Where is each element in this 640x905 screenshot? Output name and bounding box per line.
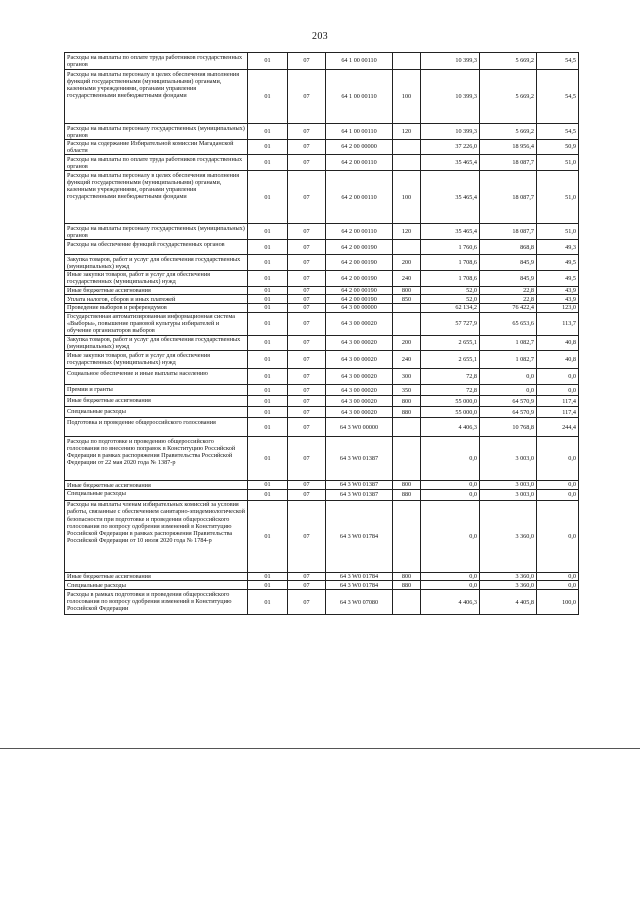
cell-target-code: 64 2 00 00190 [326, 240, 393, 255]
table-row [65, 351, 579, 369]
cell-expense-type: 300 [393, 369, 421, 385]
cell-expense-type: 800 [393, 481, 421, 490]
cell-percent: 123,0 [537, 303, 579, 312]
cell-executed: 4 405,8 [480, 590, 537, 615]
cell-target-code: 64 3 00 00020 [326, 312, 393, 335]
cell-executed: 1 082,7 [480, 351, 537, 369]
cell-section: 01 [248, 418, 288, 437]
cell-planned: 52,0 [421, 286, 480, 295]
cell-target-code: 64 3 W0 01387 [326, 489, 393, 500]
cell-planned: 10 399,3 [421, 53, 480, 70]
cell-name: Закупка товаров, работ и услуг для обеспечения государственных (муниципальных) нужд [65, 255, 248, 271]
table-row [65, 369, 579, 385]
cell-expense-type: 200 [393, 255, 421, 271]
cell-expense-type: 240 [393, 351, 421, 369]
cell-subsection: 07 [288, 155, 326, 171]
cell-subsection: 07 [288, 270, 326, 286]
cell-executed: 5 669,2 [480, 124, 537, 140]
cell-subsection: 07 [288, 351, 326, 369]
cell-planned: 1 760,6 [421, 240, 480, 255]
cell-expense-type [393, 53, 421, 70]
cell-executed: 3 360,0 [480, 581, 537, 590]
cell-planned: 0,0 [421, 489, 480, 500]
table-row [65, 437, 579, 481]
cell-target-code: 64 3 00 00000 [326, 303, 393, 312]
cell-subsection: 07 [288, 385, 326, 396]
cell-target-code: 64 3 00 00020 [326, 369, 393, 385]
table-row [65, 418, 579, 437]
table-row [65, 303, 579, 312]
cell-name: Расходы на выплаты персоналу в целях обеспечения выполнения функций государственными (муниципальными) органами, казенными учреждениями, органами управления государственными внебюджетными фондами [65, 171, 248, 224]
cell-percent: 49,5 [537, 255, 579, 271]
cell-target-code: 64 3 W0 01784 [326, 572, 393, 581]
cell-executed: 18 087,7 [480, 171, 537, 224]
cell-target-code: 64 3 W0 07080 [326, 590, 393, 615]
table-row [65, 396, 579, 407]
cell-section: 01 [248, 489, 288, 500]
cell-expense-type [393, 437, 421, 481]
cell-section: 01 [248, 53, 288, 70]
cell-percent: 50,9 [537, 139, 579, 155]
cell-planned: 55 000,0 [421, 396, 480, 407]
cell-section: 01 [248, 407, 288, 418]
cell-executed: 868,8 [480, 240, 537, 255]
cell-section: 01 [248, 335, 288, 351]
cell-target-code: 64 3 W0 01784 [326, 581, 393, 590]
cell-executed: 76 422,4 [480, 303, 537, 312]
cell-expense-type: 880 [393, 581, 421, 590]
table-row [65, 295, 579, 304]
cell-subsection: 07 [288, 70, 326, 124]
cell-subsection: 07 [288, 53, 326, 70]
cell-name: Государственная автоматизированная информационная система «Выборы», повышение правовой культуры избирателей и обучение организаторов выборов [65, 312, 248, 335]
cell-section: 01 [248, 70, 288, 124]
cell-target-code: 64 1 00 00110 [326, 124, 393, 140]
cell-expense-type: 850 [393, 295, 421, 304]
cell-executed: 0,0 [480, 369, 537, 385]
cell-section: 01 [248, 590, 288, 615]
table-row [65, 312, 579, 335]
cell-name: Специальные расходы [65, 581, 248, 590]
cell-percent: 0,0 [537, 369, 579, 385]
cell-name: Иные бюджетные ассигнования [65, 481, 248, 490]
cell-percent: 54,5 [537, 124, 579, 140]
cell-planned: 35 465,4 [421, 155, 480, 171]
cell-target-code: 64 2 00 00110 [326, 224, 393, 240]
cell-section: 01 [248, 139, 288, 155]
cell-executed: 5 669,2 [480, 70, 537, 124]
cell-section: 01 [248, 385, 288, 396]
cell-target-code: 64 3 W0 01784 [326, 500, 393, 572]
cell-planned: 4 406,3 [421, 418, 480, 437]
cell-subsection: 07 [288, 312, 326, 335]
page-number: 203 [312, 31, 328, 42]
cell-percent: 0,0 [537, 489, 579, 500]
cell-expense-type: 240 [393, 270, 421, 286]
cell-section: 01 [248, 270, 288, 286]
cell-subsection: 07 [288, 224, 326, 240]
cell-name: Подготовка и проведение общероссийского голосования [65, 418, 248, 437]
cell-planned: 52,0 [421, 295, 480, 304]
cell-section: 01 [248, 437, 288, 481]
cell-section: 01 [248, 224, 288, 240]
table-row [65, 590, 579, 615]
cell-name: Расходы в рамках подготовки и проведения общероссийского голосования по вопросу одобрения изменений в Конституцию Российской Федерации [65, 590, 248, 615]
cell-section: 01 [248, 155, 288, 171]
cell-section: 01 [248, 240, 288, 255]
cell-target-code: 64 2 00 00190 [326, 286, 393, 295]
table-row [65, 224, 579, 240]
cell-subsection: 07 [288, 295, 326, 304]
cell-target-code: 64 2 00 00000 [326, 139, 393, 155]
cell-name: Расходы на выплаты персоналу государственных (муниципальных) органов [65, 124, 248, 140]
table-row [65, 155, 579, 171]
table-row [65, 270, 579, 286]
cell-executed: 3 360,0 [480, 500, 537, 572]
cell-percent: 43,9 [537, 286, 579, 295]
cell-target-code: 64 1 00 00110 [326, 53, 393, 70]
cell-planned: 10 399,3 [421, 70, 480, 124]
cell-expense-type: 880 [393, 489, 421, 500]
cell-subsection: 07 [288, 240, 326, 255]
cell-section: 01 [248, 295, 288, 304]
cell-expense-type [393, 312, 421, 335]
cell-percent: 40,8 [537, 335, 579, 351]
cell-percent: 43,9 [537, 295, 579, 304]
cell-planned: 2 655,1 [421, 351, 480, 369]
cell-subsection: 07 [288, 572, 326, 581]
cell-percent: 244,4 [537, 418, 579, 437]
cell-executed: 3 003,0 [480, 489, 537, 500]
cell-subsection: 07 [288, 335, 326, 351]
cell-target-code: 64 1 00 00110 [326, 70, 393, 124]
cell-expense-type [393, 155, 421, 171]
cell-name: Иные бюджетные ассигнования [65, 396, 248, 407]
cell-subsection: 07 [288, 369, 326, 385]
cell-expense-type: 200 [393, 335, 421, 351]
cell-target-code: 64 3 W0 00000 [326, 418, 393, 437]
cell-percent: 117,4 [537, 407, 579, 418]
cell-percent: 51,0 [537, 155, 579, 171]
cell-expense-type: 100 [393, 171, 421, 224]
cell-target-code: 64 2 00 00110 [326, 155, 393, 171]
cell-subsection: 07 [288, 489, 326, 500]
cell-expense-type [393, 240, 421, 255]
cell-target-code: 64 2 00 00190 [326, 255, 393, 271]
cell-expense-type [393, 303, 421, 312]
cell-target-code: 64 3 00 00020 [326, 407, 393, 418]
cell-target-code: 64 3 00 00020 [326, 335, 393, 351]
table-row [65, 335, 579, 351]
cell-subsection: 07 [288, 396, 326, 407]
cell-name: Расходы на обеспечение функций государственных органов [65, 240, 248, 255]
cell-name: Проведение выборов и референдумов [65, 303, 248, 312]
cell-expense-type: 800 [393, 286, 421, 295]
table-row [65, 139, 579, 155]
cell-executed: 64 570,9 [480, 407, 537, 418]
cell-section: 01 [248, 286, 288, 295]
cell-expense-type: 800 [393, 396, 421, 407]
cell-percent: 0,0 [537, 500, 579, 572]
cell-name: Расходы на выплаты по оплате труда работников государственных органов [65, 53, 248, 70]
cell-executed: 0,0 [480, 385, 537, 396]
cell-name: Закупка товаров, работ и услуг для обеспечения государственных (муниципальных) нужд [65, 335, 248, 351]
table-row [65, 124, 579, 140]
cell-target-code: 64 3 00 00020 [326, 396, 393, 407]
cell-planned: 1 708,6 [421, 255, 480, 271]
table-row [65, 240, 579, 255]
cell-subsection: 07 [288, 500, 326, 572]
cell-expense-type: 350 [393, 385, 421, 396]
cell-subsection: 07 [288, 418, 326, 437]
cell-name: Расходы по подготовке и проведению общероссийского голосования по внесению поправок в Конституцию Российской Федерации в рамках распоряжения Правительства Российской Федерации от 22 мая 2020 года № 1387-р [65, 437, 248, 481]
cell-target-code: 64 3 W0 01387 [326, 481, 393, 490]
cell-executed: 3 360,0 [480, 572, 537, 581]
cell-percent: 40,8 [537, 351, 579, 369]
cell-section: 01 [248, 351, 288, 369]
table-row [65, 53, 579, 70]
cell-expense-type: 800 [393, 572, 421, 581]
cell-executed: 18 087,7 [480, 224, 537, 240]
cell-planned: 72,8 [421, 369, 480, 385]
cell-planned: 0,0 [421, 572, 480, 581]
cell-percent: 0,0 [537, 481, 579, 490]
cell-executed: 10 768,8 [480, 418, 537, 437]
cell-section: 01 [248, 572, 288, 581]
cell-target-code: 64 2 00 00110 [326, 171, 393, 224]
cell-section: 01 [248, 481, 288, 490]
cell-name: Расходы на выплаты персоналу государственных (муниципальных) органов [65, 224, 248, 240]
table-row [65, 286, 579, 295]
table-row [65, 407, 579, 418]
cell-executed: 5 669,2 [480, 53, 537, 70]
cell-percent: 51,0 [537, 171, 579, 224]
cell-name: Премии и гранты [65, 385, 248, 396]
cell-section: 01 [248, 255, 288, 271]
cell-percent: 51,0 [537, 224, 579, 240]
cell-name: Расходы на выплаты по оплате труда работников государственных органов [65, 155, 248, 171]
cell-name: Иные закупки товаров, работ и услуг для обеспечения государственных (муниципальных) нужд [65, 270, 248, 286]
cell-percent: 0,0 [537, 385, 579, 396]
cell-planned: 35 465,4 [421, 224, 480, 240]
cell-planned: 55 000,0 [421, 407, 480, 418]
cell-executed: 1 082,7 [480, 335, 537, 351]
cell-section: 01 [248, 171, 288, 224]
cell-name: Социальное обеспечение и иные выплаты населению [65, 369, 248, 385]
cell-name: Расходы на выплаты персоналу в целях обеспечения выполнения функций государственными (муниципальными) органами, казенными учреждениями, органами управления государственными внебюджетными фондами [65, 70, 248, 124]
cell-planned: 0,0 [421, 481, 480, 490]
cell-planned: 57 727,9 [421, 312, 480, 335]
table-body [65, 53, 579, 615]
cell-planned: 62 134,2 [421, 303, 480, 312]
footer-rule [0, 748, 640, 749]
cell-executed: 64 570,9 [480, 396, 537, 407]
cell-name: Специальные расходы [65, 489, 248, 500]
cell-expense-type [393, 418, 421, 437]
table-row [65, 500, 579, 572]
cell-name: Уплата налогов, сборов и иных платежей [65, 295, 248, 304]
cell-planned: 2 655,1 [421, 335, 480, 351]
cell-subsection: 07 [288, 437, 326, 481]
cell-expense-type [393, 500, 421, 572]
cell-target-code: 64 3 00 00020 [326, 385, 393, 396]
cell-subsection: 07 [288, 303, 326, 312]
cell-executed: 18 087,7 [480, 155, 537, 171]
cell-subsection: 07 [288, 481, 326, 490]
cell-target-code: 64 2 00 00190 [326, 295, 393, 304]
cell-target-code: 64 3 W0 01387 [326, 437, 393, 481]
cell-executed: 22,8 [480, 286, 537, 295]
cell-section: 01 [248, 581, 288, 590]
cell-subsection: 07 [288, 139, 326, 155]
table-row [65, 489, 579, 500]
cell-executed: 18 956,4 [480, 139, 537, 155]
cell-expense-type: 100 [393, 70, 421, 124]
cell-expense-type: 120 [393, 124, 421, 140]
table-row [65, 481, 579, 490]
cell-name: Иные бюджетные ассигнования [65, 286, 248, 295]
cell-section: 01 [248, 312, 288, 335]
table-row [65, 385, 579, 396]
cell-section: 01 [248, 369, 288, 385]
cell-subsection: 07 [288, 407, 326, 418]
table-row [65, 171, 579, 224]
table-row [65, 70, 579, 124]
cell-subsection: 07 [288, 590, 326, 615]
cell-executed: 3 003,0 [480, 437, 537, 481]
cell-percent: 54,5 [537, 70, 579, 124]
cell-section: 01 [248, 396, 288, 407]
cell-planned: 0,0 [421, 500, 480, 572]
cell-planned: 1 708,6 [421, 270, 480, 286]
cell-subsection: 07 [288, 581, 326, 590]
cell-expense-type [393, 139, 421, 155]
cell-section: 01 [248, 124, 288, 140]
cell-subsection: 07 [288, 255, 326, 271]
cell-planned: 0,0 [421, 581, 480, 590]
cell-percent: 0,0 [537, 437, 579, 481]
cell-planned: 35 465,4 [421, 171, 480, 224]
cell-percent: 113,7 [537, 312, 579, 335]
cell-executed: 845,9 [480, 255, 537, 271]
cell-target-code: 64 2 00 00190 [326, 270, 393, 286]
cell-percent: 49,5 [537, 270, 579, 286]
cell-section: 01 [248, 303, 288, 312]
cell-subsection: 07 [288, 124, 326, 140]
cell-name: Иные бюджетные ассигнования [65, 572, 248, 581]
cell-percent: 54,5 [537, 53, 579, 70]
cell-executed: 22,8 [480, 295, 537, 304]
cell-percent: 100,0 [537, 590, 579, 615]
cell-expense-type [393, 590, 421, 615]
table-row [65, 255, 579, 271]
cell-planned: 72,8 [421, 385, 480, 396]
cell-executed: 3 003,0 [480, 481, 537, 490]
cell-percent: 49,3 [537, 240, 579, 255]
cell-planned: 10 399,3 [421, 124, 480, 140]
cell-planned: 0,0 [421, 437, 480, 481]
cell-executed: 65 653,6 [480, 312, 537, 335]
cell-section: 01 [248, 500, 288, 572]
table-row [65, 572, 579, 581]
cell-percent: 0,0 [537, 581, 579, 590]
cell-planned: 4 406,3 [421, 590, 480, 615]
cell-name: Расходы на содержание Избирательной комиссии Магаданской области [65, 139, 248, 155]
cell-name: Специальные расходы [65, 407, 248, 418]
table-row [65, 581, 579, 590]
budget-table [64, 52, 579, 615]
cell-target-code: 64 3 00 00020 [326, 351, 393, 369]
cell-subsection: 07 [288, 286, 326, 295]
cell-expense-type: 880 [393, 407, 421, 418]
cell-percent: 0,0 [537, 572, 579, 581]
cell-executed: 845,9 [480, 270, 537, 286]
cell-expense-type: 120 [393, 224, 421, 240]
cell-name: Иные закупки товаров, работ и услуг для обеспечения государственных (муниципальных) нужд [65, 351, 248, 369]
cell-percent: 117,4 [537, 396, 579, 407]
cell-subsection: 07 [288, 171, 326, 224]
cell-name: Расходы на выплаты членам избирательных комиссий за условия работы, связанные с обеспечением санитарно-эпидемиологической безопасности при подготовке и проведении общероссийского голосования по вопросу одобрения изменений в Конституцию Российской Федерации в рамках распоряжения Правительства Российской Федерации от 10 июля 2020 года № 1784-р [65, 500, 248, 572]
cell-planned: 37 226,0 [421, 139, 480, 155]
